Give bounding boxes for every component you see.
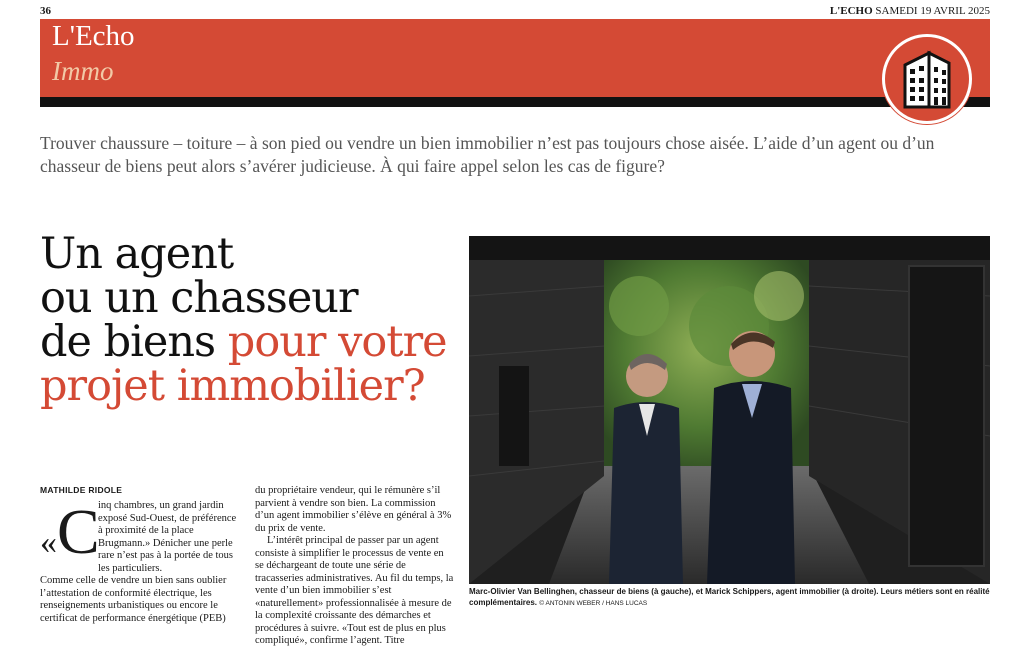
column-2-paragraph-2: L’intérêt principal de passer par un agent consiste à simplifier le processus de vente en se déchargeant de toute une série de tracasseries administratives. Au fil du temps, la vente d’un bien immobilier s’est «naturellement» professionnalisée à mesure de la complexité croissante des démarches et procédures à suivre. «Tout est de plus en plus compliqué», confirme l’agent. Titre (255, 535, 454, 646)
headline-line-1: Un agent (40, 229, 234, 279)
caption-text: Marc-Olivier Van Bellinghen, chasseur de biens (à gauche), et Marick Schippers, agent immobilier (à droite). Leurs métiers sont en réalité complémentaires. (469, 587, 990, 607)
article-intro: Trouver chaussure – toiture – à son pied ou vendre un bien immobilier n’est pas toujours chose aisée. L’aide d’un agent ou d’un chasseur de biens peut alors s’avérer judicieuse. À qui faire appel selon les cas de figure? (40, 133, 935, 176)
headline-line-3-start: de biens (40, 317, 228, 367)
column-2-paragraph-1: du propriétaire vendeur, qui le rémunère s’il parvient à vendre son bien. La commission d’un agent immobilier s’élève en général à 3% du prix de vente. (255, 485, 452, 534)
column-1-lead: inq chambres, un grand jardin exposé Sud-Ouest, de préférence à proximité de la place Brugmann.» Dénicher une perle rare n’est pas à la portée de tous les particuliers. (98, 500, 237, 574)
headline-line-3 (40, 317, 460, 367)
photo-caption (469, 586, 990, 609)
banner-rule (40, 97, 990, 107)
photo-illustration (469, 236, 990, 584)
page-number: 36 (40, 5, 51, 17)
headline-highlight: pour votre (227, 317, 447, 367)
headline (40, 229, 460, 411)
section-banner (40, 19, 990, 97)
headline-line-4: projet immobilier? (40, 361, 425, 411)
section-badge (882, 34, 972, 124)
headline-line-2: ou un chasseur (40, 273, 358, 323)
byline: MATHILDE RIDOLE (40, 485, 123, 495)
drop-cap-letter: C (57, 496, 100, 567)
publication-name: L'ECHO (829, 5, 873, 17)
section-name: Immo (52, 56, 114, 86)
building-icon (899, 47, 955, 111)
drop-cap-quote: « (40, 524, 57, 561)
column-1-text: Comme celle de vendre un bien sans oublier l’attestation de conformité électrique, les renseignements urbanistiques ou encore le certificat de performance énergétique (PEB) (40, 575, 227, 624)
drop-cap (40, 496, 100, 567)
article-column-1 (40, 496, 240, 625)
brand-title: L'Echo (52, 20, 135, 52)
article-column-2 (255, 485, 455, 648)
photo-credit: © ANTONIN WEBER / HANS LUCAS (539, 600, 648, 607)
publication-date (830, 5, 990, 17)
date-text: SAMEDI 19 AVRIL 2025 (875, 5, 990, 17)
article-photo (469, 236, 990, 584)
